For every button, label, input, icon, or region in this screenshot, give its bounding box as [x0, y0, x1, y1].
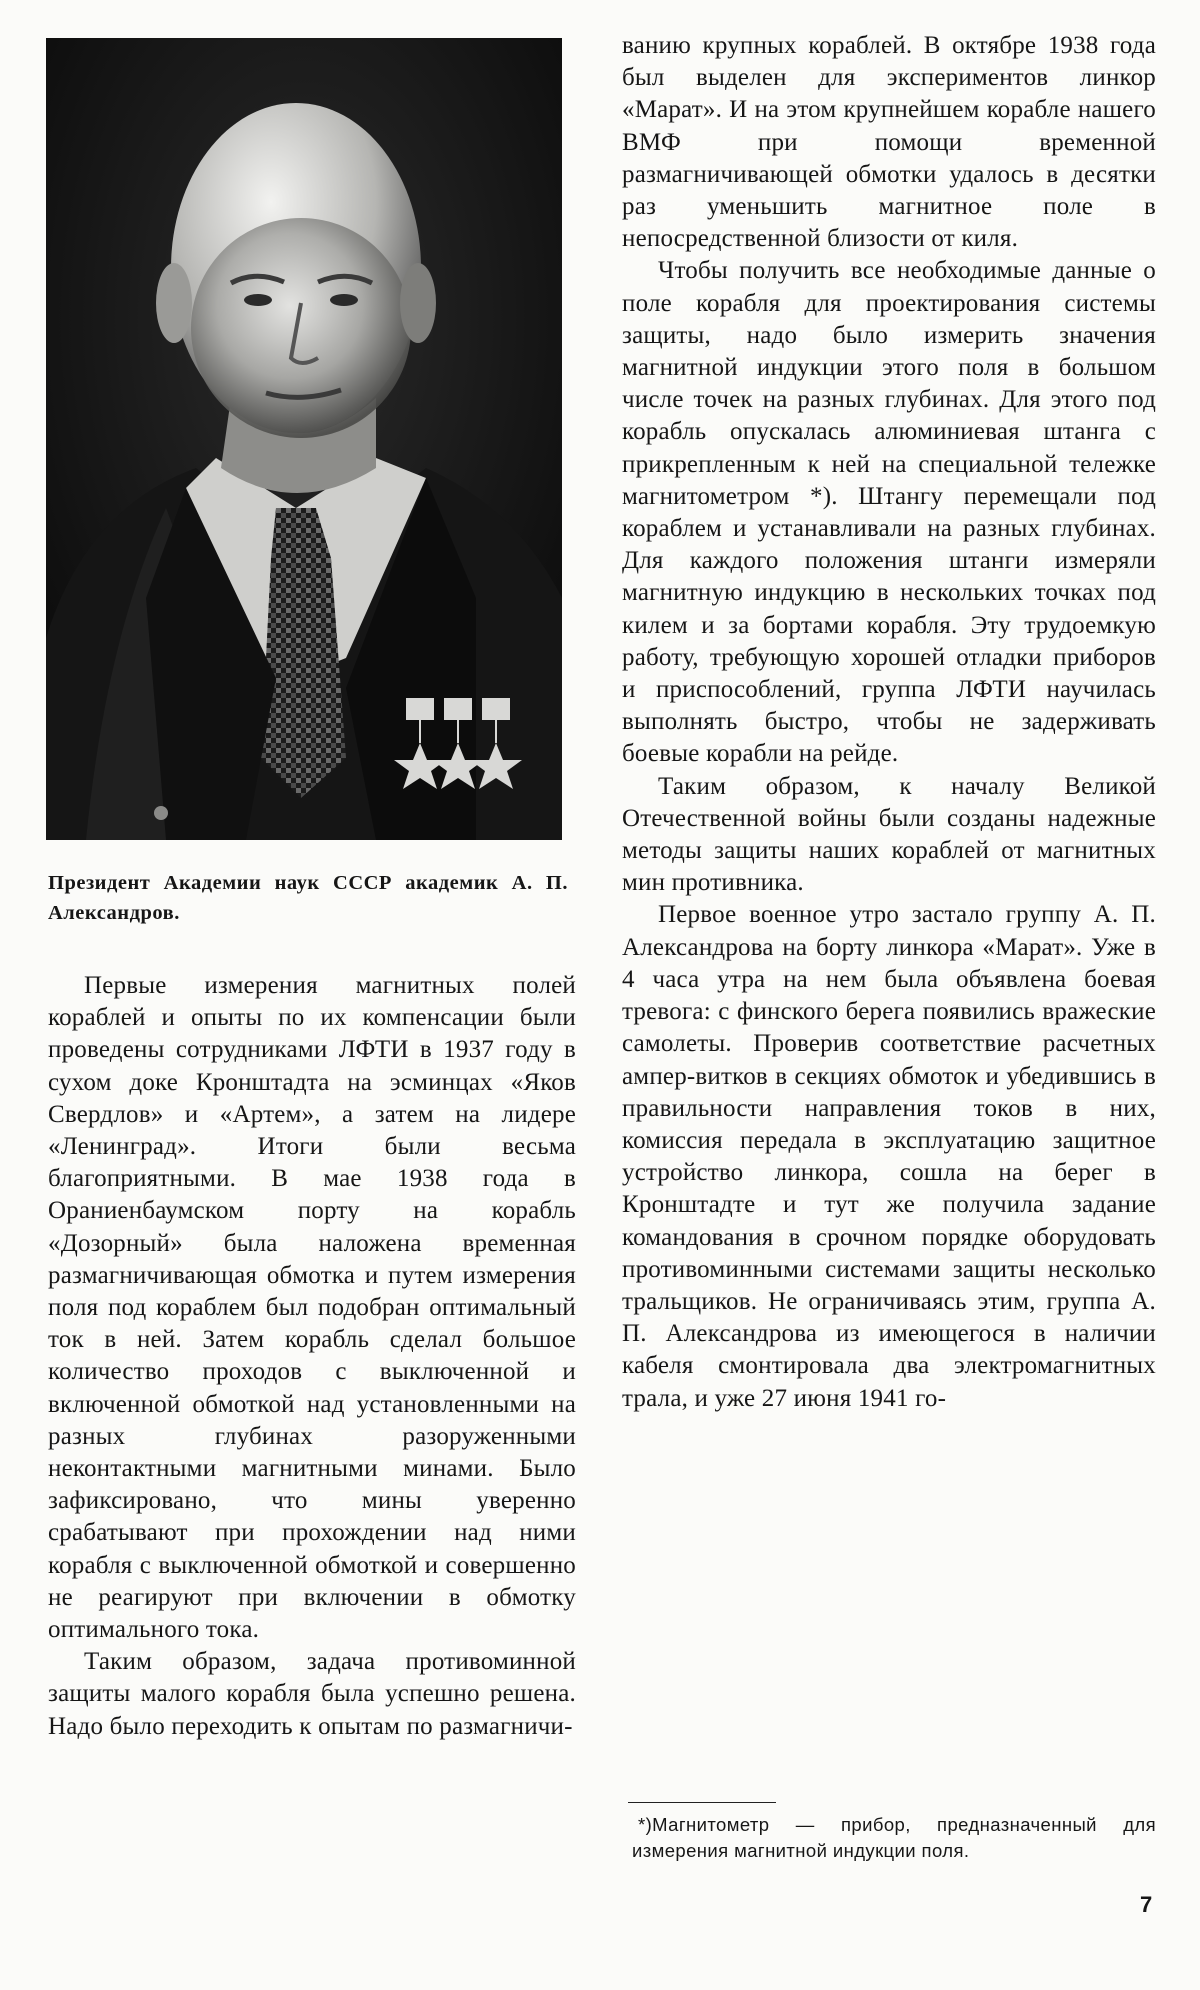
paragraph: ванию крупных кораблей. В октябре 1938 года был выделен для экспериментов линкор «Марат». И на этом крупнейшем корабле нашего ВМФ при помощи временной размагничивающей обмотки удалось в десятки раз уменьшить магнитное поле в непосредственной близости от киля. [622, 32, 1156, 253]
paragraph: Первые измерения магнитных полей кораблей и опыты по их компенсации были проведены сотрудниками ЛФТИ в 1937 году в сухом доке Кронштадта на эсминцах «Яков Свердлов» и «Артем», а затем на лидере «Ленинград». Итоги были весьма благоприятными. В мае 1938 года в Ораниенбаумском порту на корабль «Дозорный» была наложена временная размагничивающая обмотка и путем измерения поля под кораблем был подобран оптимальный ток в ней. Затем корабль сделал большое количество проходов с выключенной и включенной обмоткой над установленными на разных глубинах разоруженными неконтактными магнитными минами. Было зафиксировано, что мины уверенно срабатывают при прохождении над ними корабля с выключенной обмоткой и совершенно не реагируют при включении в обмотку оптимального тока. [48, 972, 576, 1644]
footnote-divider [628, 1802, 776, 1803]
portrait-illustration [46, 38, 562, 840]
left-column [48, 970, 576, 1743]
portrait-photo [46, 38, 562, 840]
right-column [622, 30, 1156, 1415]
paragraph: Чтобы получить все необходимые данные о поле корабля для проектирования системы защиты, надо было измерить значения магнитной индукции этого поля в большом числе точек на разных глубинах. Для этого под корабль опускалась алюминиевая штанга с прикрепленным к ней на специальной тележке магнитометром *). Штангу перемещали под кораблем и устанавливали на разных глубинах. Для каждого положения штанги измеряли магнитную индукцию в нескольких точках под килем и за бортами корабля. Эту трудоемкую работу, требующую хорошей отладки приборов и приспособлений, группа ЛФТИ научилась выполнять быстро, чтобы не задерживать боевые корабли на рейде. [622, 257, 1156, 768]
footnote: *)Магнитометр — прибор, предназначенный для измерения магнитной индукции поля. [632, 1814, 1156, 1861]
photo-caption: Президент Академии наук СССР академик А. П. Александров. [48, 872, 568, 924]
paragraph: Таким образом, к началу Великой Отечественной войны были созданы надежные методы защиты наших кораблей от магнитных мин противника. [622, 772, 1156, 897]
paragraph: Первое военное утро застало группу А. П. Александрова на борту линкора «Марат». Уже в 4 часа утра на нем была объявлена боевая тревога: с финского берега появились вражеские самолеты. Проверив соответствие расчетных ампер-витков в секциях обмоток и убедившись в правильности направления токов в них, комиссия передала в эксплуатацию защитное устройство линкора, сошла на берег в Кронштадте и тут же получила задание командования в срочном порядке оборудовать противоминными системами защиты несколько тральщиков. Не ограничиваясь этим, группа А. П. Александрова из имеющегося в наличии кабеля смонтировала два электромагнитных трала, и уже 27 июня 1941 го- [622, 901, 1156, 1412]
page-number: 7 [1140, 1892, 1153, 1917]
paragraph: Таким образом, задача противоминной защиты малого корабля была успешно решена. Надо было переходить к опытам по размагничи- [48, 1648, 576, 1740]
